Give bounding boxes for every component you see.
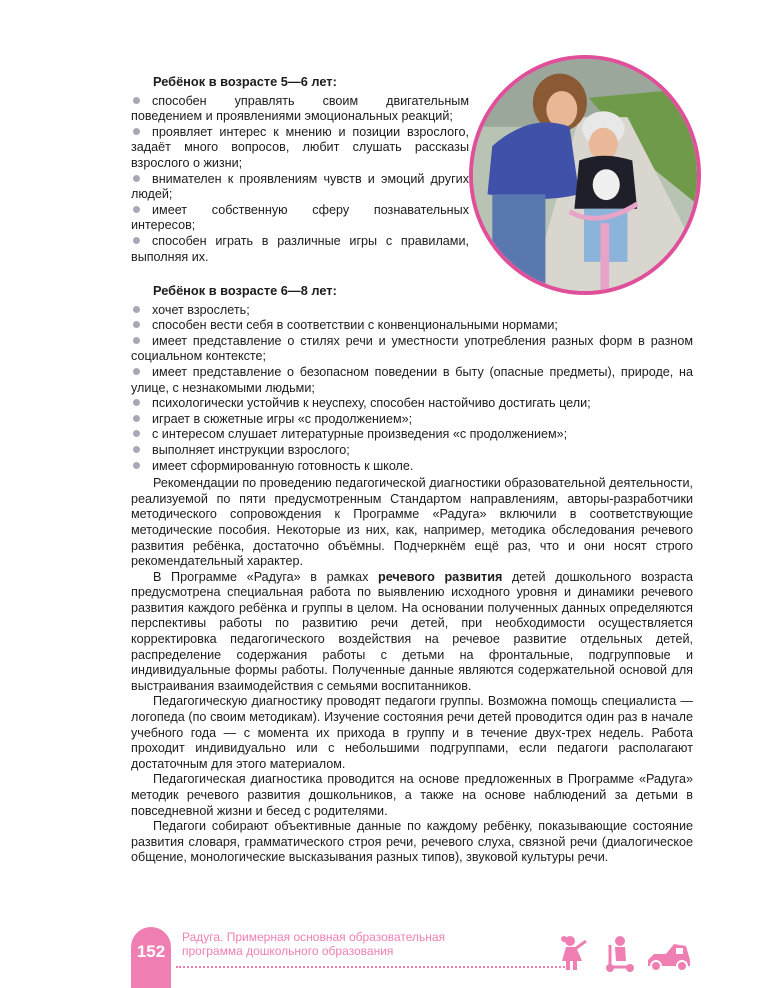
paragraph: Педагогическую диагностику проводят педагоги группы. Возможна помощь специалиста — логопеда (по своим методикам). Изучение состояния речи детей проводится один раз в начале учебного года — с момента их прихода в группу и в течение двух-трех недель. Работа проходит индивидуально или с небольшими подгруппами, если педагоги располагают достаточным для этого материалом. [131, 694, 693, 771]
child-scooter-icon [604, 935, 634, 973]
bullet-icon [133, 128, 140, 135]
section-heading: Ребёнок в возрасте 6—8 лет: [153, 283, 337, 298]
list-item: выполняет инструкции взрослого; [131, 443, 693, 459]
emphasis-speech-development: речевого развития [378, 569, 503, 584]
bullet-icon [133, 446, 140, 453]
bullet-icon [133, 368, 140, 375]
bullet-icon [133, 97, 140, 104]
bullet-icon [133, 462, 140, 469]
girl-silhouette-icon [560, 935, 588, 973]
list-item: имеет представление о безопасном поведении в быту (опасные предметы), природе, на улице, с незнакомыми людьми; [131, 364, 693, 395]
list-item: способен играть в различные игры с правилами, выполняя их. [131, 233, 469, 264]
list-item: хочет взрослеть; [131, 303, 693, 319]
section-age-5-6 [131, 74, 469, 265]
photo-illustration [473, 59, 697, 291]
bullet-icon [133, 321, 140, 328]
toy-car-icon [646, 942, 692, 972]
list-item: играет в сюжетные игры «с продолжением»; [131, 412, 693, 428]
bullet-icon [133, 337, 140, 344]
bullet-icon [133, 399, 140, 406]
dotted-divider [176, 966, 568, 968]
section-age-6-8 [131, 283, 693, 866]
list-item: способен вести себя в соответствии с конвенциональными нормами; [131, 318, 693, 334]
list-item: психологически устойчив к неуспеху, способен настойчиво достигать цели; [131, 396, 693, 412]
list-item: с интересом слушает литературные произведения «с продолжением»; [131, 427, 693, 443]
list-item: проявляет интерес к мнению и позиции взрослого, задаёт много вопросов, любит слушать рассказы взрослого о жизни; [131, 124, 469, 170]
list-item: имеет сформированную готовность к школе. [131, 459, 693, 475]
list-item: внимателен к проявлениям чувств и эмоций других людей; [131, 171, 469, 202]
paragraph: Педагогическая диагностика проводится на основе предложенных в Программе «Радуга» методик речевого развития дошкольников, а также на основе наблюдений за детьми в повседневной жизни и бесед с родителями. [131, 772, 693, 818]
bullet-icon [133, 206, 140, 213]
list-item: имеет собственную сферу познавательных интересов; [131, 202, 469, 233]
paragraph: Педагоги собирают объективные данные по каждому ребёнку, показывающие состояние развития словаря, грамматического строя речи, речевого слуха, связной речи (диалогическое общение, монологические высказывания разных типов), звуковой культуры речи. [131, 819, 693, 865]
photo-mother-child-bicycle [469, 55, 701, 295]
bullet-icon [133, 175, 140, 182]
running-footer-title: Радуга. Примерная основная образовательная программа дошкольного образования [182, 930, 446, 958]
bullet-icon [133, 237, 140, 244]
bullet-icon [133, 415, 140, 422]
bullet-icon [133, 306, 140, 313]
paragraph: В Программе «Радуга» в рамках речевого развития детей дошкольного возраста предусмотрена специальная работа по выявлению исходного уровня и динамики речевого развития каждого ребёнка и группы в целом. На основании полученных данных определяются перспективы работы по развитию речи детей, при необходимости осуществляется корректировка педагогического воздействия на речевое развитие отдельных детей, распределение содержания работы с детьми на фронтальные, подгрупповые и индивидуальные формы работы. Полученные данные являются содержательной основой для выстраивания взаимодействия с семьями воспитанников. [131, 569, 693, 693]
bullet-icon [133, 430, 140, 437]
list-item: способен управлять своим двигательным поведением и проявлениями эмоциональных реакций; [131, 93, 469, 124]
page-number: 152 [136, 942, 166, 961]
section-heading: Ребёнок в возрасте 5—6 лет: [153, 74, 337, 89]
paragraph: Рекомендации по проведению педагогической диагностики образовательной деятельности, реализуемой по пяти предусмотренным Стандартом направлениям, авторы-разработчики методического сопровождения к Программе «Радуга» включили в соответствующие методические пособия. Некоторые из них, как, например, методика обследования речевого развития ребёнка, достаточно объёмны. Подчеркнём ещё раз, что и они носят строго рекомендательный характер. [131, 476, 693, 569]
list-item: имеет представление о стилях речи и уместности употребления разных форм в разном социальном контексте; [131, 333, 693, 364]
